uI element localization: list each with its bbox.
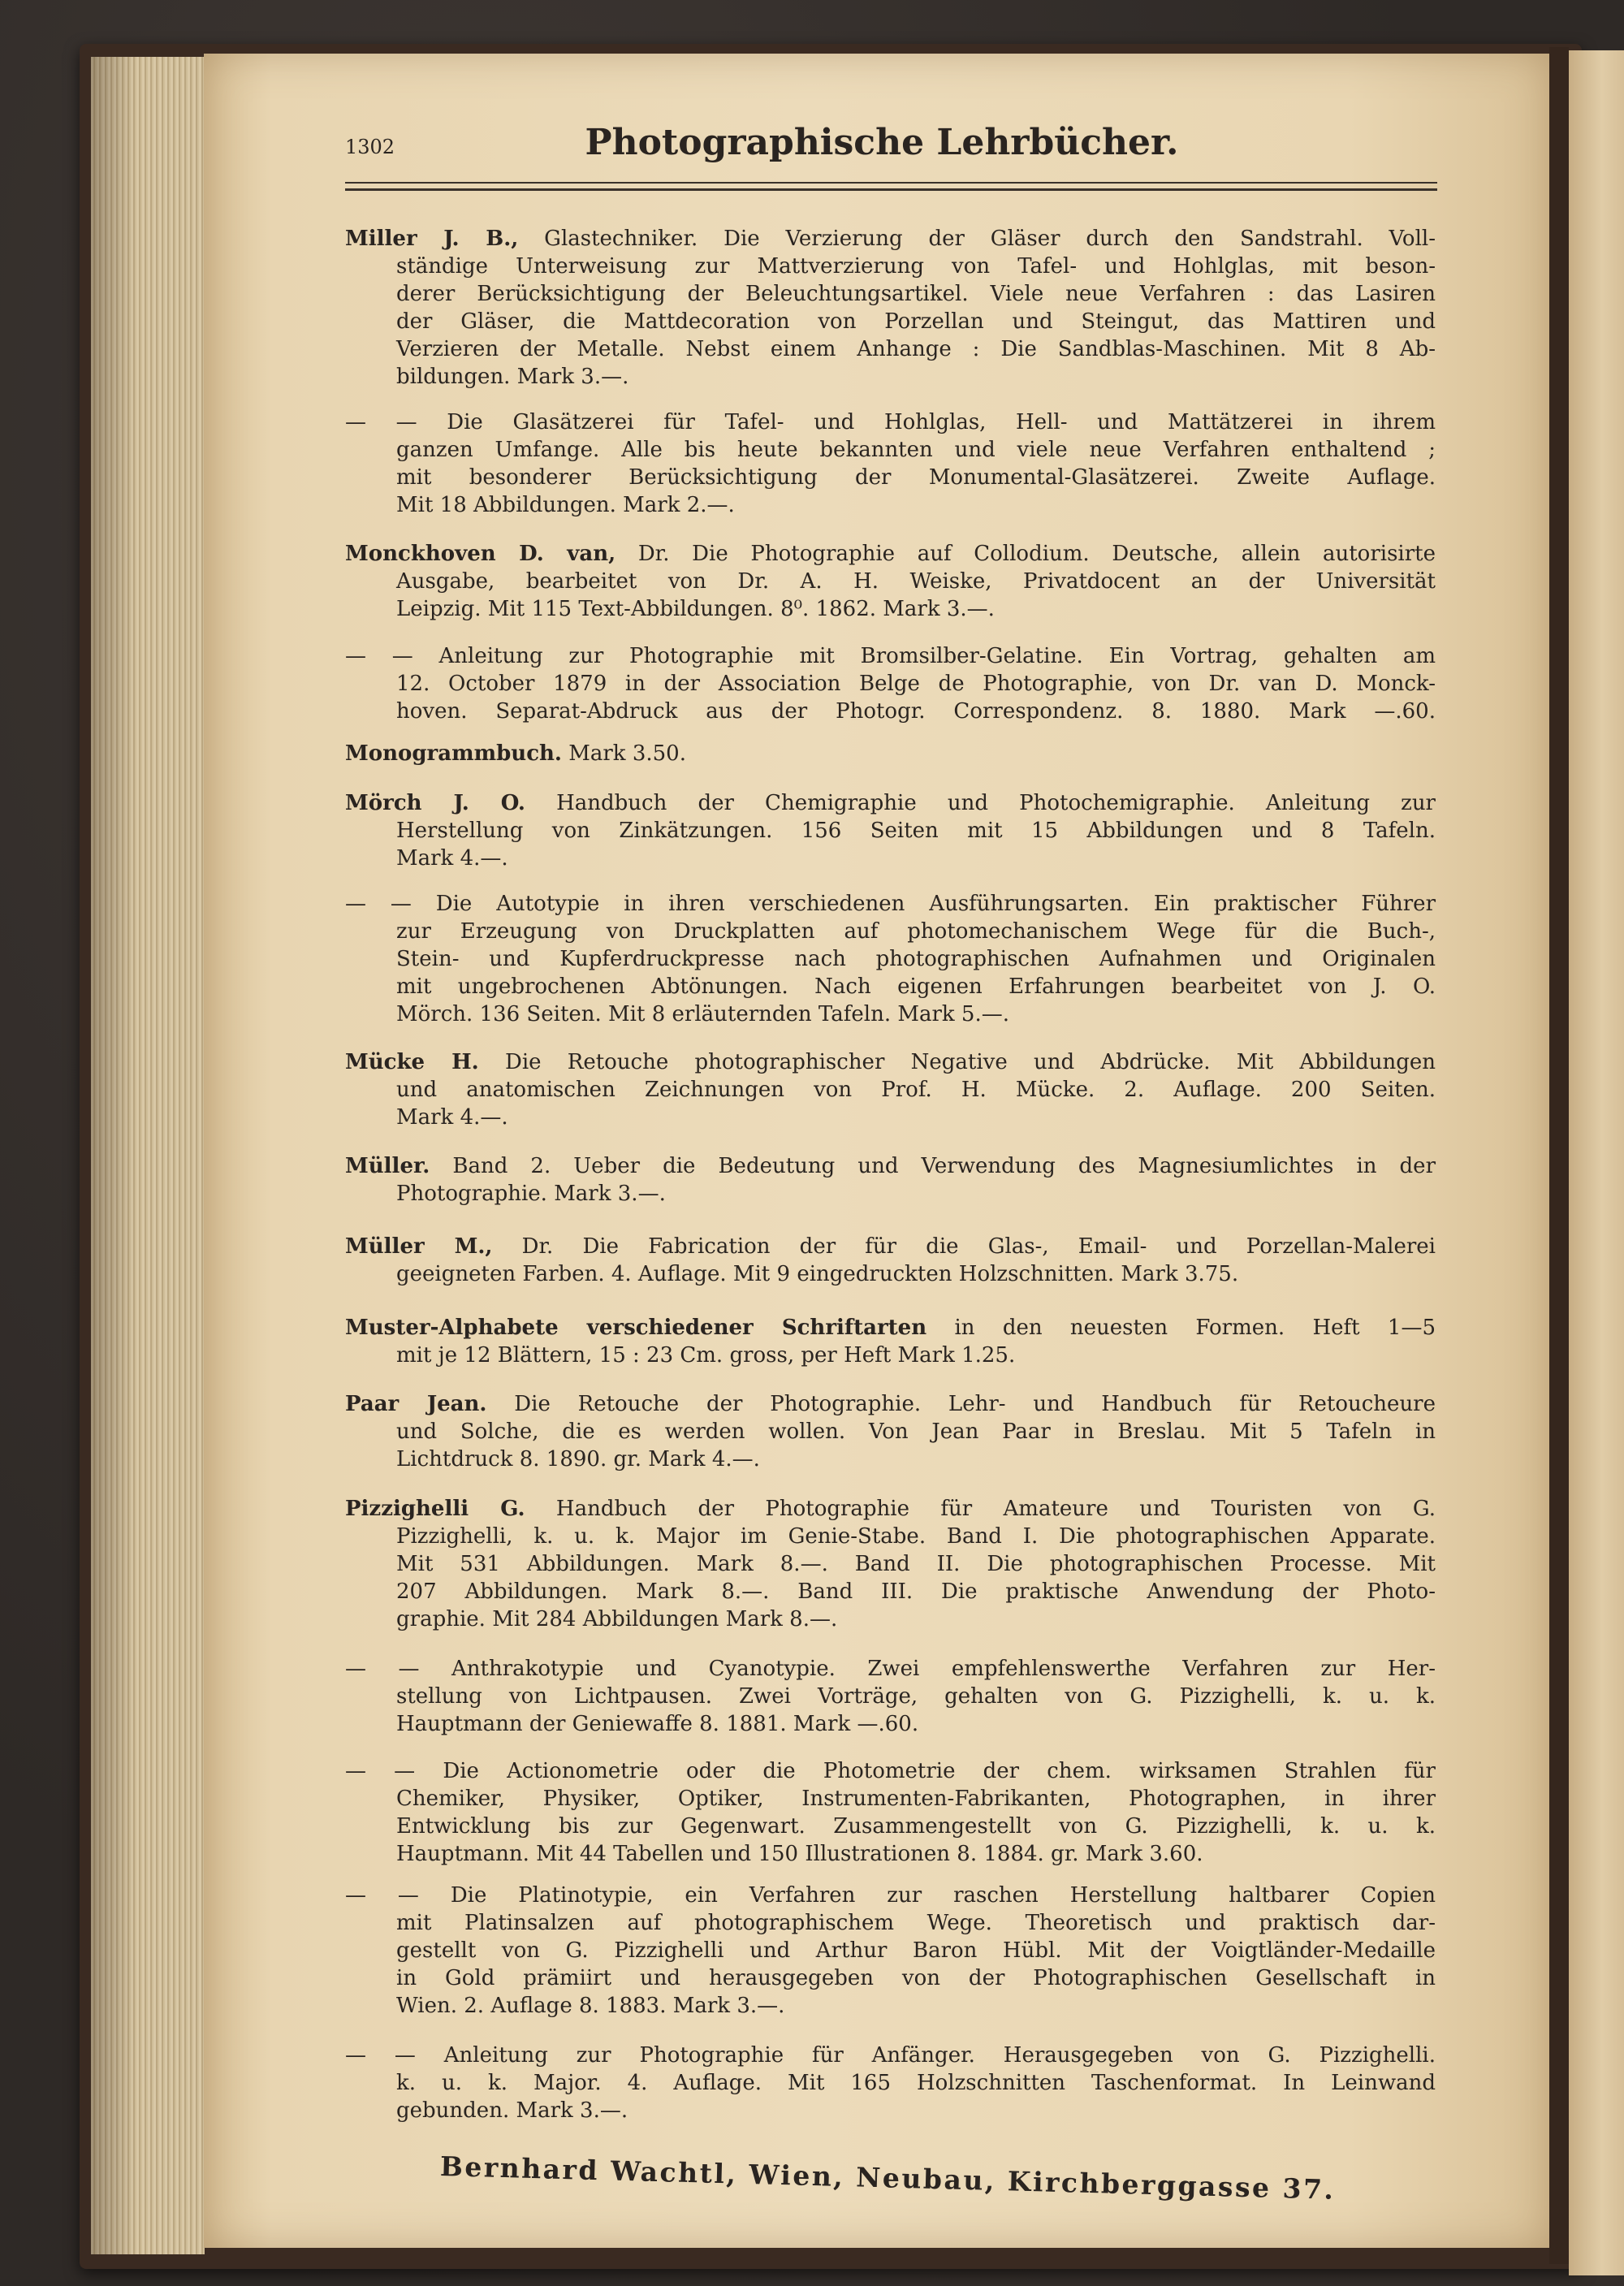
entry-line: der Gläser, die Mattdecoration von Porzellan und Steingut, das Mattiren und: [396, 309, 1436, 334]
entry-line: Stein- und Kupferdruckpresse nach photographischen Aufnahmen und Originalen: [396, 947, 1436, 971]
entry-line: [345, 740, 1436, 767]
adjacent-page-edge: [1569, 50, 1624, 2275]
catalog-entry: [345, 1495, 1436, 1633]
entry-author: Mörch J. O.: [345, 791, 525, 815]
catalog-entry: [345, 740, 1436, 767]
entry-line: [345, 225, 1436, 253]
entry-author: Pizzighelli G.: [345, 1497, 525, 1521]
entry-line: — — Die Glasätzerei für Tafel- und Hohlglas, Hell- und Mattätzerei in ihrem: [345, 410, 1436, 434]
entry-line: Entwicklung bis zur Gegenwart. Zusammengestellt von G. Pizzighelli, k. u. k.: [396, 1814, 1436, 1839]
entry-line: Mit 18 Abbildungen. Mark 2.—.: [396, 493, 735, 517]
entry-line: und anatomischen Zeichnungen von Prof. H. Mücke. 2. Auflage. 200 Seiten.: [396, 1078, 1436, 1102]
entry-line: Hauptmann. Mit 44 Tabellen und 150 Illustrationen 8. 1884. gr. Mark 3.60.: [396, 1842, 1203, 1866]
entry-line: [345, 1233, 1436, 1260]
catalog-entry: [345, 408, 1436, 519]
entry-author: Miller J. B.,: [345, 227, 519, 251]
entry-line: Lichtdruck 8. 1890. gr. Mark 4.—.: [396, 1447, 760, 1471]
entry-line: [345, 1390, 1436, 1418]
entry-line: ganzen Umfange. Alle bis heute bekannten und viele neue Verfahren enthaltend ;: [396, 438, 1436, 462]
entry-author: Paar Jean.: [345, 1392, 487, 1416]
entry-text: Glastechniker. Die Verzierung der Gläser durch den Sandstrahl. Voll-: [544, 227, 1436, 251]
entry-line: geeigneten Farben. 4. Auflage. Mit 9 eingedruckten Holzschnitten. Mark 3.75.: [396, 1262, 1239, 1286]
entry-line: mit ungebrochenen Abtönungen. Nach eigenen Erfahrungen bearbeitet von J. O.: [396, 974, 1436, 999]
entry-line: — — Die Autotypie in ihren verschiedenen Ausführungsarten. Ein praktischer Führer: [345, 892, 1436, 916]
entry-line: 12. October 1879 in der Association Belge de Photographie, von Dr. van D. Monck-: [396, 672, 1436, 696]
entry-text: Handbuch der Chemigraphie und Photochemigraphie. Anleitung zur: [556, 791, 1436, 815]
entry-line: Mit 531 Abbildungen. Mark 8.—. Band II. Die photographischen Processe. Mit: [396, 1552, 1436, 1576]
entry-line: [345, 1495, 1436, 1523]
entry-line: und Solche, die es werden wollen. Von Jean Paar in Breslau. Mit 5 Tafeln in: [396, 1420, 1436, 1444]
entry-line: Verzieren der Metalle. Nebst einem Anhange : Die Sandblas-Maschinen. Mit 8 Ab-: [396, 337, 1436, 361]
entry-line: Photographie. Mark 3.—.: [396, 1182, 666, 1206]
entry-text: Dr. Die Photographie auf Collodium. Deutsche, allein autorisirte: [637, 542, 1436, 566]
header-rule: [345, 182, 1437, 184]
page-title: Photographische Lehrbücher.: [585, 122, 1179, 163]
catalog-entry: [345, 642, 1436, 725]
entry-line: bildungen. Mark 3.—.: [396, 365, 629, 389]
entry-line: Pizzighelli, k. u. k. Major im Genie-Stabe. Band I. Die photographischen Apparate.: [396, 1524, 1436, 1549]
catalog-entry: [345, 1152, 1436, 1208]
entry-text: Die Retouche photographischer Negative und Abdrücke. Mit Abbildungen: [504, 1050, 1436, 1074]
entry-line: — — Anleitung zur Photographie mit Bromsilber-Gelatine. Ein Vortrag, gehalten am: [345, 644, 1436, 668]
page-number: 1302: [345, 136, 395, 158]
entry-text: Dr. Die Fabrication der für die Glas-, Email- und Porzellan-Malerei: [521, 1234, 1436, 1259]
entry-author: Monogrammbuch.: [345, 741, 562, 766]
entry-line: Wien. 2. Auflage 8. 1883. Mark 3.—.: [396, 1994, 785, 2018]
catalog-entry: [345, 1757, 1436, 1868]
entry-line: gestellt von G. Pizzighelli und Arthur Baron Hübl. Mit der Voigtländer-Medaille: [396, 1938, 1436, 1963]
entry-text: Band 2. Ueber die Bedeutung und Verwendung des Magnesiumlichtes in der: [452, 1154, 1436, 1178]
catalog-entry: [345, 225, 1436, 391]
entry-line: hoven. Separat-Abdruck aus der Photogr. Correspondenz. 8. 1880. Mark —.60.: [396, 699, 1436, 724]
entry-line: mit besonderer Berücksichtigung der Monumental-Glasätzerei. Zweite Auflage.: [396, 465, 1436, 490]
catalog-entry: [345, 1655, 1436, 1738]
catalog-entry: [345, 1882, 1436, 2020]
entry-line: [345, 540, 1436, 568]
entry-line: [345, 789, 1436, 817]
entry-line: — — Anthrakotypie und Cyanotypie. Zwei empfehlenswerthe Verfahren zur Her-: [345, 1657, 1436, 1681]
catalog-entry: [345, 1233, 1436, 1288]
entry-line: Chemiker, Physiker, Optiker, Instrumenten-Fabrikanten, Photographen, in ihrer: [396, 1787, 1436, 1811]
entry-line: [345, 1048, 1436, 1076]
entry-line: derer Berücksichtigung der Beleuchtungsartikel. Viele neue Verfahren : das Lasiren: [396, 282, 1436, 306]
entry-line: — — Die Platinotypie, ein Verfahren zur raschen Herstellung haltbarer Copien: [345, 1883, 1436, 1908]
entry-line: Hauptmann der Geniewaffe 8. 1881. Mark —.60.: [396, 1712, 919, 1736]
entry-author: Müller M.,: [345, 1234, 493, 1259]
catalog-entry: [345, 890, 1436, 1028]
entry-line: Herstellung von Zinkätzungen. 156 Seiten mit 15 Abbildungen und 8 Tafeln.: [396, 819, 1436, 843]
entry-line: stellung von Lichtpausen. Zwei Vorträge, gehalten von G. Pizzighelli, k. u. k.: [396, 1684, 1436, 1709]
header-rule: [345, 188, 1437, 191]
publisher-footer: Bernhard Wachtl, Wien, Neubau, Kirchberggasse 37.: [439, 2150, 1336, 2206]
entry-line: Leipzig. Mit 115 Text-Abbildungen. 8⁰. 1862. Mark 3.—.: [396, 597, 995, 621]
catalog-entry: [345, 1048, 1436, 1131]
entry-line: — — Die Actionometrie oder die Photometrie der chem. wirksamen Strahlen für: [345, 1759, 1436, 1783]
page-stack-edges: [91, 57, 205, 2254]
entry-line: graphie. Mit 284 Abbildungen Mark 8.—.: [396, 1607, 838, 1631]
entry-line: Ausgabe, bearbeitet von Dr. A. H. Weiske, Privatdocent an der Universität: [396, 569, 1436, 594]
catalog-entry: [345, 789, 1436, 872]
entry-author: Mücke H.: [345, 1050, 479, 1074]
catalog-entry: [345, 540, 1436, 623]
catalog-entry: [345, 1314, 1436, 1369]
catalog-entry: [345, 1390, 1436, 1473]
entry-line: mit Platinsalzen auf photographischem Wege. Theoretisch und praktisch dar-: [396, 1911, 1436, 1935]
entry-line: in Gold prämiirt und herausgegeben von der Photographischen Gesellschaft in: [396, 1966, 1436, 1990]
entry-line: Mark 4.—.: [396, 846, 508, 871]
entry-line: zur Erzeugung von Druckplatten auf photomechanischem Wege für die Buch-,: [396, 919, 1436, 944]
binding-gap: [1549, 47, 1569, 2264]
entry-author: Monckhoven D. van,: [345, 542, 616, 566]
entry-line: ständige Unterweisung zur Mattverzierung von Tafel- und Hohlglas, mit beson-: [396, 254, 1436, 279]
catalog-entry: [345, 2042, 1436, 2124]
entry-author: Müller.: [345, 1154, 430, 1178]
entry-line: gebunden. Mark 3.—.: [396, 2098, 628, 2123]
entry-line: 207 Abbildungen. Mark 8.—. Band III. Die praktische Anwendung der Photo-: [396, 1579, 1436, 1604]
entry-line: Mark 4.—.: [396, 1105, 508, 1130]
entry-line: k. u. k. Major. 4. Auflage. Mit 165 Holzschnitten Taschenformat. In Leinwand: [396, 2071, 1436, 2095]
entry-text: Handbuch der Photographie für Amateure und Touristen von G.: [555, 1497, 1436, 1521]
entry-text: in den neuesten Formen. Heft 1—5: [954, 1316, 1436, 1340]
entry-line: [345, 1314, 1436, 1342]
entry-line: Mörch. 136 Seiten. Mit 8 erläuternden Tafeln. Mark 5.—.: [396, 1002, 1010, 1026]
entry-line: [345, 1152, 1436, 1180]
entry-text: Die Retouche der Photographie. Lehr- und Handbuch für Retoucheure: [514, 1392, 1436, 1416]
entry-author: Muster-Alphabete verschiedener Schriftarten: [345, 1316, 927, 1340]
entry-text: Mark 3.50.: [568, 741, 686, 766]
entry-line: mit je 12 Blättern, 15 : 23 Cm. gross, per Heft Mark 1.25.: [396, 1343, 1016, 1368]
entry-line: — — Anleitung zur Photographie für Anfänger. Herausgegeben von G. Pizzighelli.: [345, 2043, 1436, 2068]
